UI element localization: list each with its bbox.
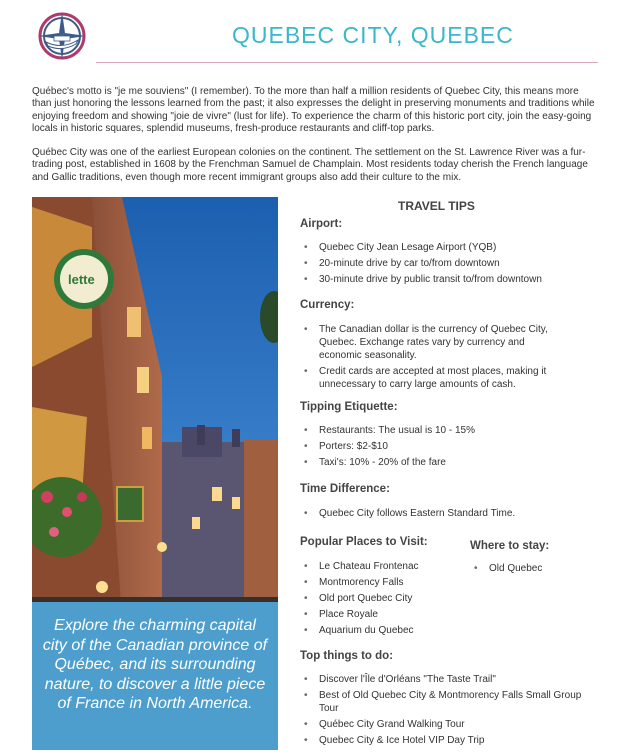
list-item: • Credit cards are accepted at most places, making it unnecessary to carry large amounts of cash. bbox=[300, 365, 562, 391]
list-item: • Québec City Grand Walking Tour bbox=[300, 718, 590, 731]
currency-list bbox=[300, 323, 562, 394]
time-difference-list bbox=[300, 507, 590, 523]
currency-heading: Currency: bbox=[300, 299, 355, 311]
title-divider bbox=[96, 62, 598, 63]
list-item: • Discover l'Île d'Orléans "The Taste Trail" bbox=[300, 673, 590, 686]
travel-tips-heading: TRAVEL TIPS bbox=[398, 199, 475, 213]
list-item: • Aquarium du Quebec bbox=[300, 624, 470, 637]
list-item: • Quebec City & Ice Hotel VIP Day Trip bbox=[300, 734, 590, 747]
street-photo bbox=[32, 197, 278, 750]
time-difference-heading: Time Difference: bbox=[300, 483, 390, 495]
list-item: • Old port Quebec City bbox=[300, 592, 470, 605]
where-to-stay-list bbox=[470, 562, 590, 578]
photo-caption-box bbox=[32, 602, 278, 750]
list-item: • The Canadian dollar is the currency of Quebec City, Quebec. Exchange rates vary by currency and economic seasonality. bbox=[300, 323, 562, 362]
list-item: • Porters: $2-$10 bbox=[300, 440, 590, 453]
list-item: • Restaurants: The usual is 10 - 15% bbox=[300, 424, 590, 437]
where-to-stay-heading: Where to stay: bbox=[470, 540, 550, 552]
list-item: • Le Chateau Frontenac bbox=[300, 560, 470, 573]
list-item: • Best of Old Quebec City & Montmorency Falls Small Group Tour bbox=[300, 689, 590, 715]
airport-list bbox=[300, 241, 590, 289]
top-things-heading: Top things to do: bbox=[300, 650, 394, 662]
list-item: • Old Quebec bbox=[470, 562, 590, 575]
tipping-heading: Tipping Etiquette: bbox=[300, 401, 398, 413]
list-item: • Quebec City Jean Lesage Airport (YQB) bbox=[300, 241, 590, 254]
photo-caption: Explore the charming capital city of the Canadian province of Québec, and its surrounding nature, to discover a little piece of France in North America. bbox=[42, 617, 268, 712]
compass-ship-logo-icon bbox=[36, 10, 88, 62]
list-item: • 30-minute drive by public transit to/from downtown bbox=[300, 273, 590, 286]
popular-places-heading: Popular Places to Visit: bbox=[300, 536, 428, 548]
list-item: • Place Royale bbox=[300, 608, 470, 621]
list-item: • Quebec City follows Eastern Standard Time. bbox=[300, 507, 590, 520]
airport-heading: Airport: bbox=[300, 218, 343, 230]
intro-paragraph-1: Québec's motto is "je me souviens" (I remember). To the more than half a million residents of Quebec City, this means more than just honoring the lessons learned from the past; it also expresses the delight in preserving monuments and traditions while enjoying freedom and showing "joie de vivre" (lust for life). To experience the charm of this historic port city, join the easy-going locals in historic squares, splendid museums, fresh-produce restaurants and cliff-top parks. bbox=[32, 86, 595, 134]
tipping-list bbox=[300, 424, 590, 472]
list-item: • Taxi's: 10% - 20% of the fare bbox=[300, 456, 590, 469]
list-item: • 20-minute drive by car to/from downtown bbox=[300, 257, 590, 270]
top-things-list bbox=[300, 673, 590, 750]
list-item: • Montmorency Falls bbox=[300, 576, 470, 589]
sign-text: lette bbox=[68, 272, 95, 287]
page-title: QUEBEC CITY, QUEBEC bbox=[232, 22, 514, 48]
popular-places-list bbox=[300, 560, 470, 640]
intro-paragraph-2: Québec City was one of the earliest European colonies on the continent. The settlement on the St. Lawrence River was a fur-trading post, established in 1608 by the Frenchman Samuel de Champlain. Most residents today cherish the French language and Gallic traditions, even though more recent immigrant groups also add their culture to the mix. bbox=[32, 147, 588, 183]
